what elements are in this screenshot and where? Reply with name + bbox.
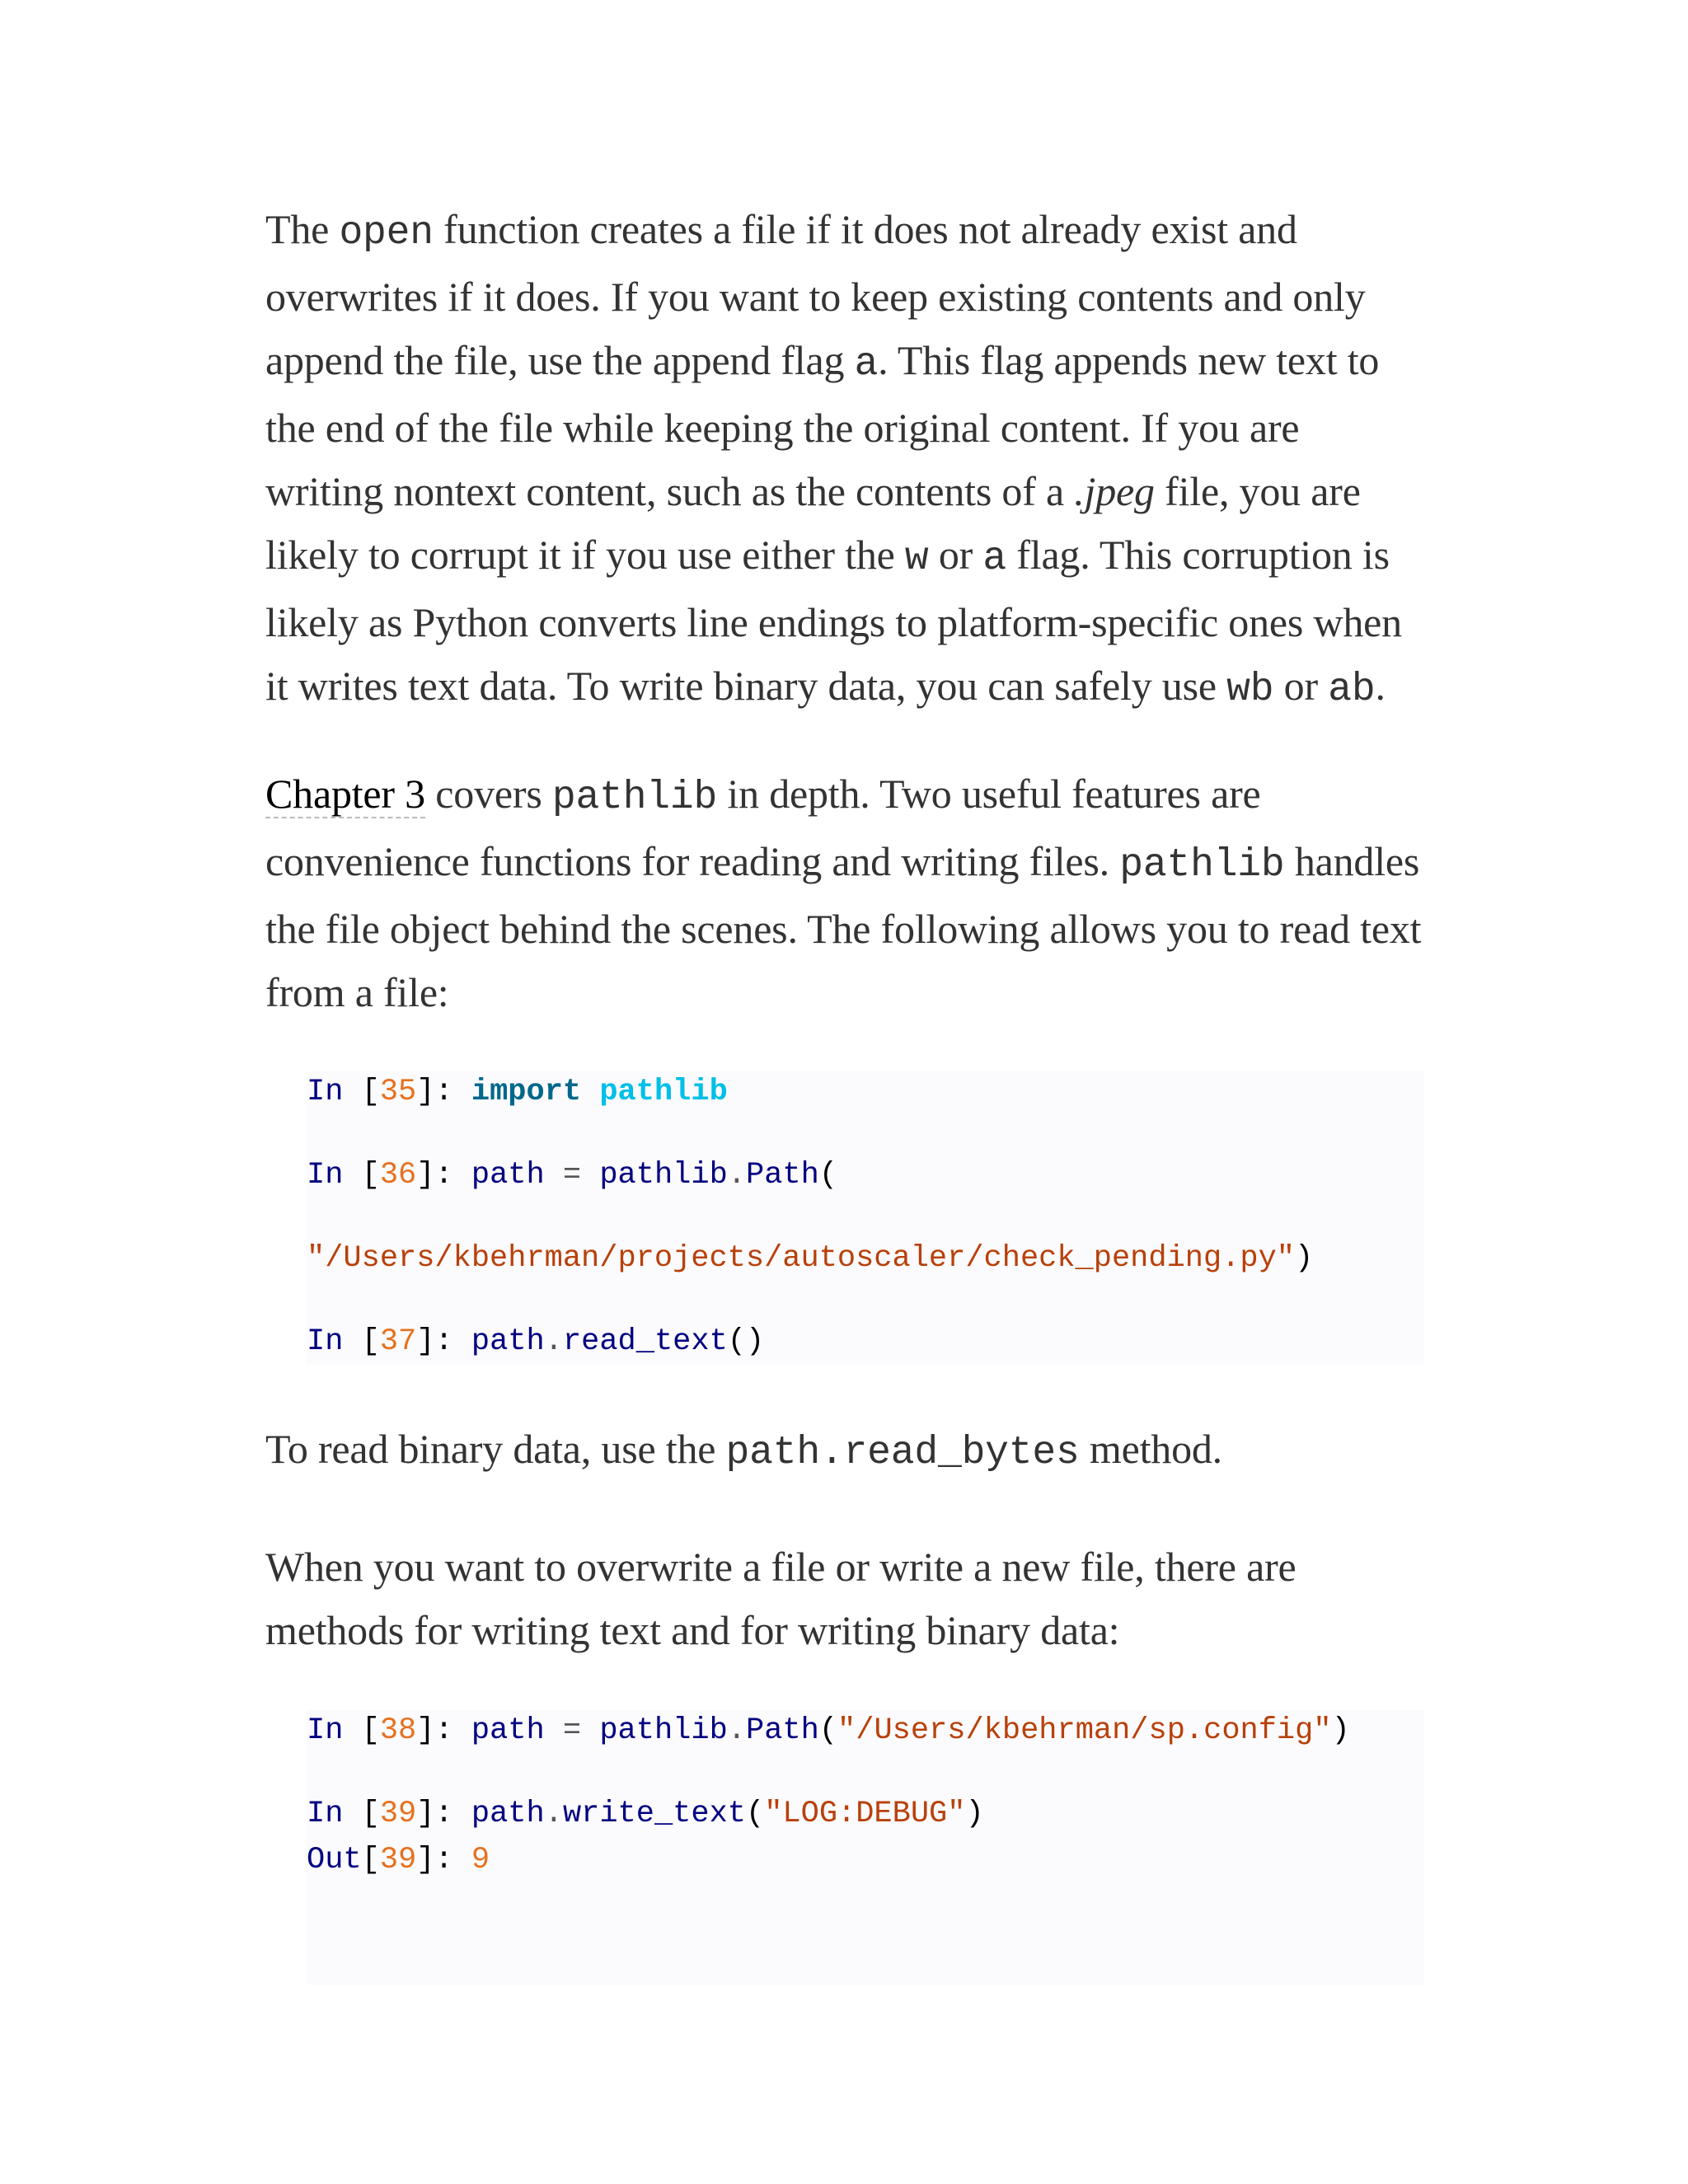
inline-code-wb: wb <box>1226 668 1274 712</box>
code-block-write-text <box>307 1710 1424 1985</box>
emphasis-jpeg: .jpeg <box>1074 468 1155 514</box>
inline-code-w: w <box>904 537 929 581</box>
inline-code-pathlib: pathlib <box>551 776 718 820</box>
paragraph-pathlib: Chapter 3 covers pathlib in depth. Two useful features are convenience functions for reading and writing files. pathlib handles the file object behind the scenes. The following allows you to read text from a file: <box>265 771 1422 1015</box>
inline-code-read-bytes: path.read_bytes <box>725 1431 1080 1475</box>
code-line: In [37]: path.read_text() <box>307 1324 765 1359</box>
paragraph-read-bytes: To read binary data, use the path.read_bytes method. <box>265 1426 1222 1475</box>
code-line: In [39]: path.write_text("LOG:DEBUG") <box>307 1797 984 1831</box>
inline-code-a: a <box>854 342 879 387</box>
chapter-3-link[interactable]: Chapter 3 <box>265 771 425 817</box>
code-line: Out[39]: 9 <box>307 1843 490 1877</box>
paragraph-open-function: The open function creates a file if it does not already exist and overwrites if it does. If you want to keep existing contents and only append the file, use the append flag a. This flag appends new text to the end of the file while keeping the original content. If you are writing nontext content, such as the contents of a .jpeg file, you are likely to corrupt it if you use either the w or a flag. This corruption is likely as Python converts line endings to platform-specific ones when it writes text data. To write binary data, you can safely use wb or ab. <box>265 206 1402 712</box>
code-block-read-text <box>307 1071 1424 1365</box>
inline-code-a: a <box>982 537 1006 581</box>
inline-code-pathlib: pathlib <box>1119 843 1285 888</box>
code-line: In [38]: path = pathlib.Path("/Users/kbehrman/sp.config") <box>307 1713 1350 1748</box>
inline-code-ab: ab <box>1328 668 1376 712</box>
code-line: In [36]: path = pathlib.Path( <box>307 1158 838 1193</box>
code-line: "/Users/kbehrman/projects/autoscaler/check_pending.py") <box>307 1241 1314 1276</box>
paragraph-write-methods: When you want to overwrite a file or write a new file, there are methods for writing text and for writing binary data: <box>265 1544 1296 1653</box>
code-line: In [35]: import pathlib <box>307 1075 728 1109</box>
inline-code-open: open <box>339 211 434 255</box>
